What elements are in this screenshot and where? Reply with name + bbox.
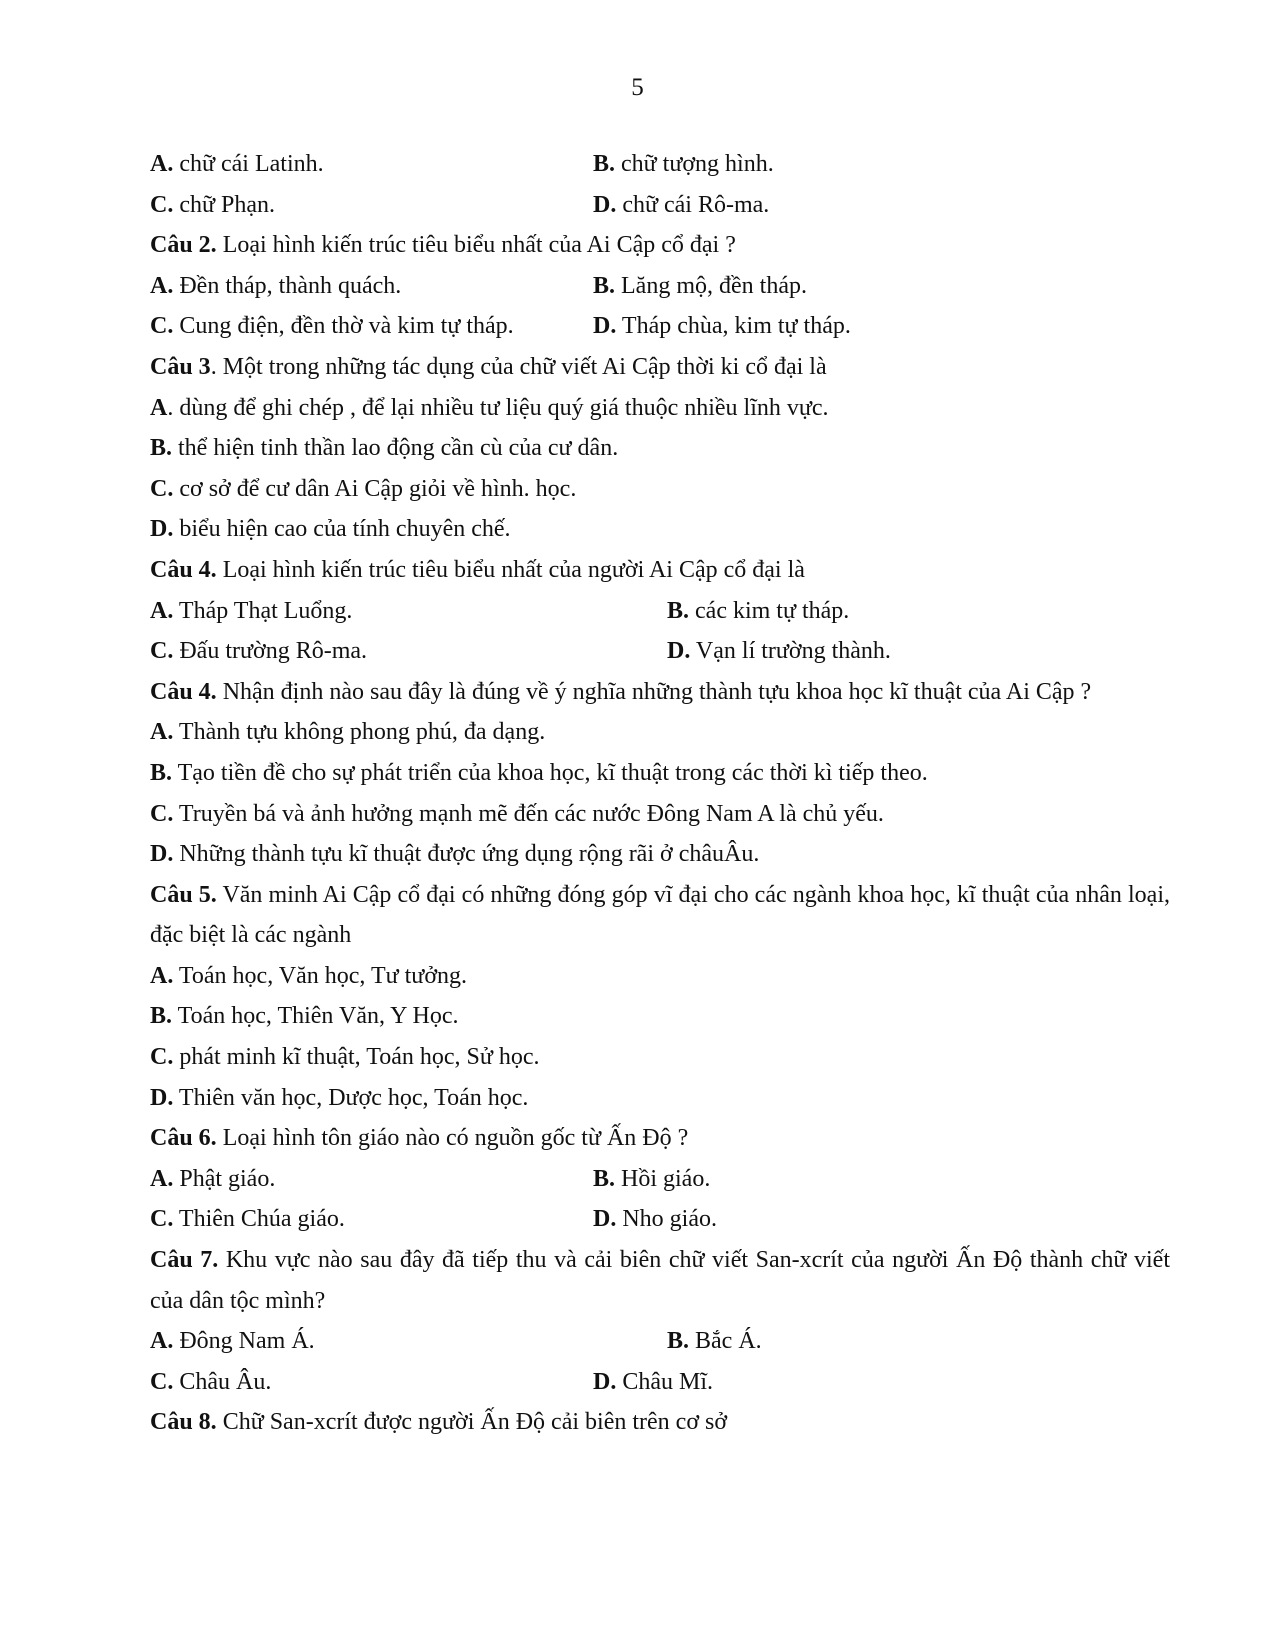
option-key: D. [150, 841, 174, 868]
answer-row [150, 1159, 1170, 1200]
option-key: B. [593, 151, 616, 177]
option-key: A. [150, 719, 174, 746]
answer-option [593, 306, 851, 347]
option-key: C. [150, 800, 174, 827]
option-key: A. [150, 151, 174, 177]
question-text: Khu vực nào sau đây đã tiếp thu và cải biên chữ viết San-xcrít của người Ấn Độ thành chữ viết của dân tộc mình? [150, 1247, 1170, 1314]
question-text: . Một trong những tác dụng của chữ viết Ai Cập thời ki cổ đại là [210, 353, 827, 380]
answer-row [150, 631, 1170, 672]
option-text: . dùng để ghi chép , để lại nhiều tư liệu quý giá thuộc nhiều lĩnh vực. [167, 394, 829, 421]
question [150, 225, 1170, 266]
option-key: A. [150, 1165, 174, 1192]
option-key: A [150, 394, 168, 421]
answer-option [150, 956, 1170, 997]
question-text: Nhận định nào sau đây là đúng về ý nghĩa những thành tựu khoa học kĩ thuật của Ai Cập ? [216, 678, 1092, 705]
option-key: B. [667, 1328, 690, 1355]
answer-option [150, 753, 1170, 794]
option-text: Những thành tựu kĩ thuật được ứng dụng rộng rãi ở châuÂu. [173, 841, 760, 868]
option-text: chữ cái Latinh. [173, 151, 324, 177]
answer-option [593, 1159, 710, 1200]
option-text: Đấu trường Rô-ma. [173, 638, 368, 665]
answer-option [593, 185, 769, 226]
option-key: D. [150, 516, 174, 543]
option-text: Toán học, Thiên Văn, Y Học. [172, 1003, 459, 1030]
option-key: D. [593, 191, 617, 218]
option-text: Bắc Á. [689, 1328, 762, 1355]
option-text: các kim tự tháp. [689, 597, 850, 624]
quiz-content [150, 144, 1170, 1443]
option-key: B. [667, 597, 690, 624]
option-text: biểu hiện cao của tính chuyên chế. [173, 516, 511, 543]
question-key: Câu 4. [150, 678, 217, 705]
answer-option [593, 144, 774, 185]
option-text: Thiên Chúa giáo. [173, 1206, 345, 1233]
answer-option [667, 1321, 762, 1362]
option-key: C. [150, 191, 174, 218]
option-key: C. [150, 1368, 174, 1395]
option-key: D. [593, 1206, 617, 1233]
option-key: A. [150, 597, 174, 624]
option-text: Tháp Thạt Luổng. [173, 597, 353, 624]
option-key: A. [150, 1328, 174, 1355]
option-key: A. [150, 962, 174, 989]
option-key: B. [150, 759, 173, 786]
question-text: Chữ San-xcrít được người Ấn Độ cải biên trên cơ sở [216, 1409, 728, 1436]
option-text: cơ sở để cư dân Ai Cập giỏi về hình. học. [173, 475, 577, 502]
option-text: chữ Phạn. [173, 191, 276, 218]
option-text: Tháp chùa, kim tự tháp. [616, 313, 851, 340]
answer-row [150, 266, 1170, 307]
option-text: Lăng mộ, đền tháp. [615, 272, 807, 299]
option-text: Phật giáo. [173, 1165, 276, 1192]
question-key: Câu 4. [150, 556, 217, 583]
option-text: Tạo tiền đề cho sự phát triển của khoa học, kĩ thuật trong các thời kì tiếp theo. [172, 759, 928, 786]
option-key: D. [593, 1368, 617, 1395]
answer-option [667, 591, 849, 632]
option-key: B. [150, 435, 173, 462]
option-key: C. [150, 1206, 174, 1233]
option-key: B. [593, 1165, 616, 1192]
answer-option [150, 1321, 667, 1362]
option-key: C. [150, 475, 174, 502]
answer-option [150, 1037, 1170, 1078]
option-text: chữ cái Rô-ma. [616, 191, 770, 218]
answer-option [150, 794, 1170, 835]
answer-option [593, 1362, 713, 1403]
answer-row [150, 591, 1170, 632]
option-text: Châu Mĩ. [616, 1368, 714, 1395]
option-text: chữ tượng hình. [615, 151, 774, 177]
option-text: Thành tựu không phong phú, đa dạng. [173, 719, 546, 746]
answer-option [667, 631, 891, 672]
answer-row [150, 144, 1170, 185]
question [150, 550, 1170, 591]
option-text: Nho giáo. [616, 1206, 717, 1233]
answer-option [150, 1078, 1170, 1119]
answer-row [150, 1362, 1170, 1403]
option-key: A. [150, 272, 174, 299]
question-text: Loại hình tôn giáo nào có nguồn gốc từ Ấn Độ ? [216, 1125, 689, 1152]
answer-option [150, 509, 1170, 550]
option-text: Thiên văn học, Dược học, Toán học. [173, 1084, 529, 1111]
option-text: phát minh kĩ thuật, Toán học, Sử học. [173, 1044, 540, 1071]
answer-option [150, 306, 593, 347]
option-text: Toán học, Văn học, Tư tưởng. [173, 962, 468, 989]
option-text: Đền tháp, thành quách. [173, 272, 402, 299]
option-key: C. [150, 638, 174, 665]
answer-option [150, 996, 1170, 1037]
option-key: B. [593, 272, 616, 299]
question [150, 1240, 1170, 1321]
option-text: Vạn lí trường thành. [690, 638, 891, 665]
option-key: C. [150, 1044, 174, 1071]
option-text: Hồi giáo. [615, 1165, 711, 1192]
answer-option [593, 266, 807, 307]
question-text: Loại hình kiến trúc tiêu biểu nhất của Ai Cập cổ đại ? [216, 232, 736, 259]
option-text: Cung điện, đền thờ và kim tự tháp. [173, 313, 514, 340]
answer-option [150, 266, 593, 307]
option-key: C. [150, 313, 174, 340]
question [150, 1118, 1170, 1159]
question [150, 347, 1170, 388]
option-key: B. [150, 1003, 173, 1030]
answer-option [150, 185, 593, 226]
question-key: Câu 5. [150, 881, 217, 908]
answer-row [150, 1199, 1170, 1240]
option-text: Đông Nam Á. [173, 1328, 315, 1355]
answer-option [150, 591, 667, 632]
question-key: Câu 6. [150, 1125, 217, 1152]
question-key: Câu 8. [150, 1409, 217, 1436]
answer-option [150, 631, 667, 672]
question-key: Câu 2. [150, 232, 217, 259]
answer-option [593, 1199, 717, 1240]
question-text: Loại hình kiến trúc tiêu biểu nhất của người Ai Cập cổ đại là [216, 556, 805, 583]
option-text: Truyền bá và ảnh hưởng mạnh mẽ đến các nước Đông Nam A là chủ yếu. [173, 800, 884, 827]
question [150, 672, 1170, 713]
question-text: Văn minh Ai Cập cổ đại có những đóng góp vĩ đại cho các ngành khoa học, kĩ thuật của nhân loại, đặc biệt là các ngành [150, 881, 1170, 949]
option-text: thể hiện tinh thần lao động cần cù của cư dân. [172, 435, 619, 462]
question [150, 1402, 1170, 1443]
answer-row [150, 306, 1170, 347]
answer-option [150, 1362, 593, 1403]
answer-option [150, 834, 1170, 875]
question-key: Câu 3 [150, 353, 211, 380]
option-key: D. [593, 313, 617, 340]
answer-option [150, 428, 1170, 469]
answer-option [150, 712, 1170, 753]
page-number: 5 [631, 74, 644, 101]
answer-option [150, 1199, 593, 1240]
option-key: D. [667, 638, 691, 665]
option-text: Châu Âu. [173, 1368, 272, 1395]
answer-option [150, 388, 1170, 429]
answer-option [150, 144, 593, 185]
question-key: Câu 7. [150, 1247, 219, 1274]
answer-row [150, 1321, 1170, 1362]
question [150, 875, 1170, 956]
answer-option [150, 1159, 593, 1200]
answer-row [150, 185, 1170, 226]
answer-option [150, 469, 1170, 510]
option-key: D. [150, 1084, 174, 1111]
